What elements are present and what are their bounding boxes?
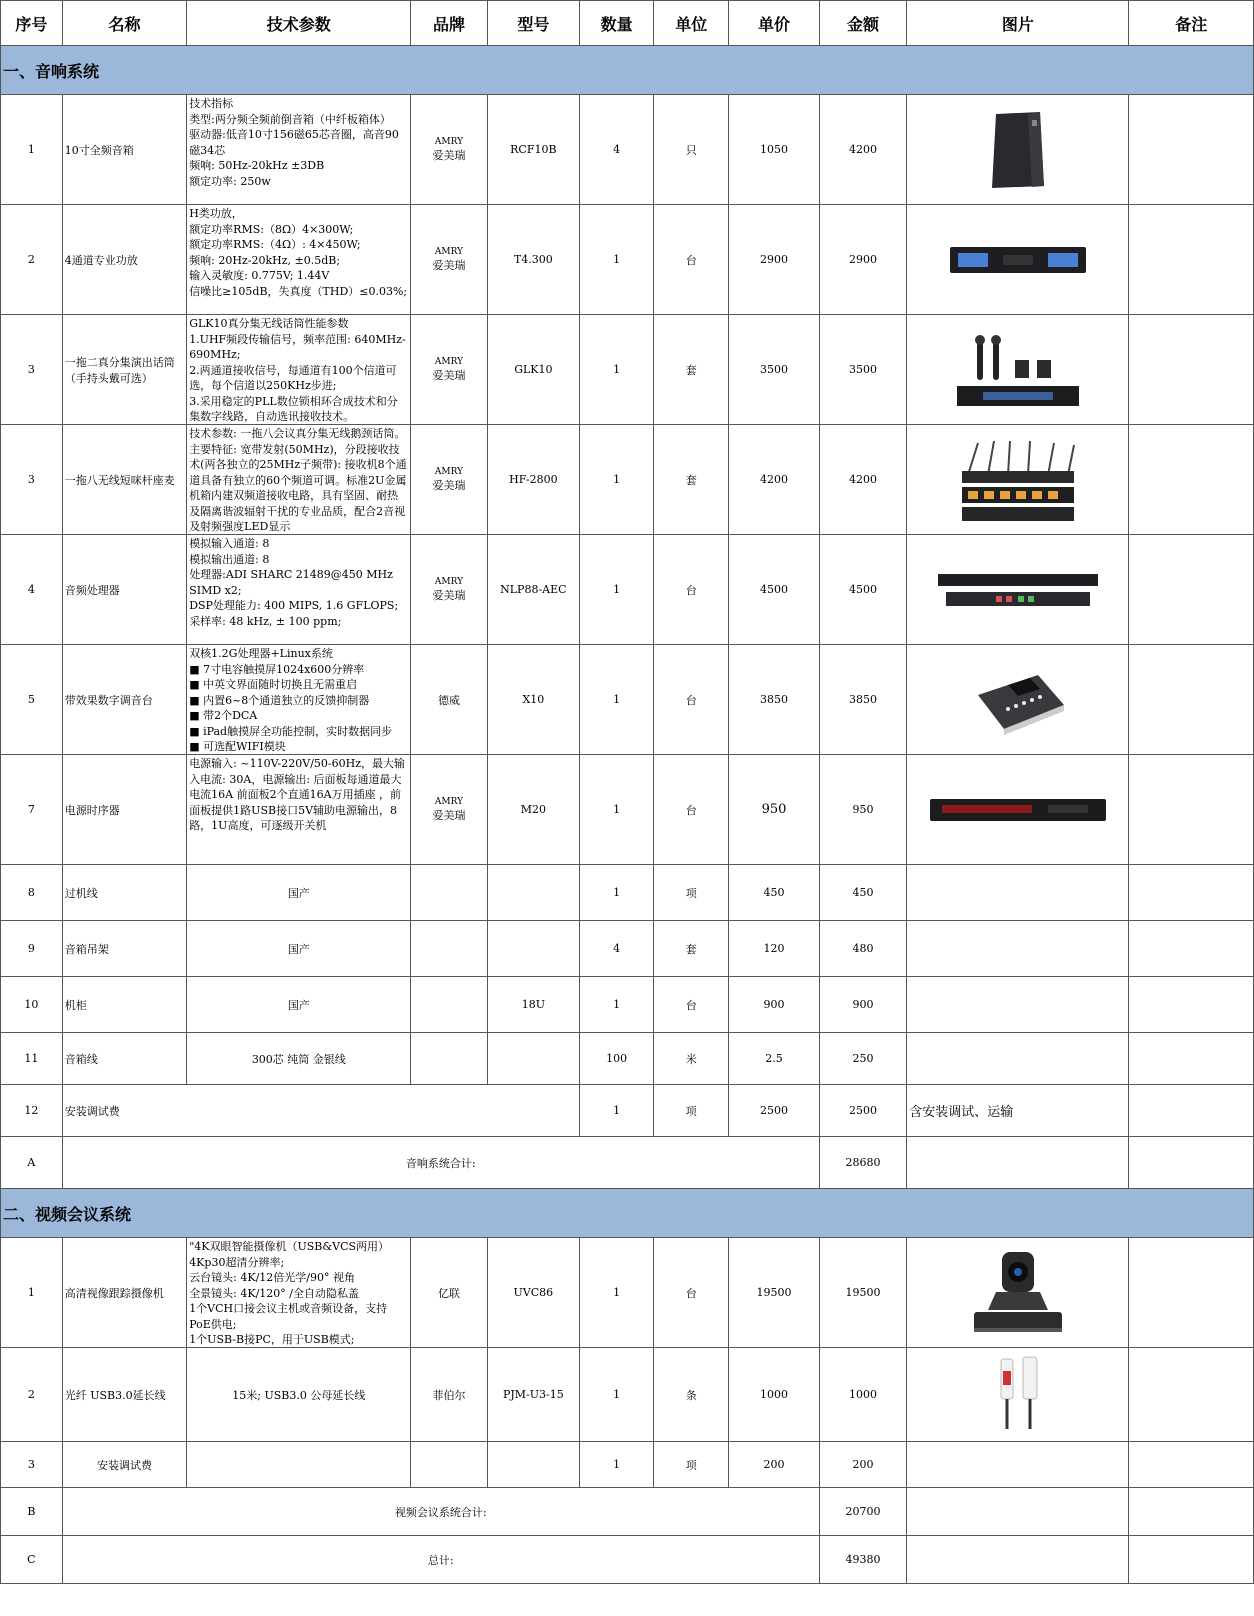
row-qty: 1	[580, 1348, 654, 1442]
header-brand: 品牌	[411, 1, 487, 46]
row-name: 一拖八无线短咪杆座麦	[62, 425, 186, 535]
row-qty: 1	[580, 1085, 654, 1137]
row-unit: 米	[654, 1033, 729, 1085]
subtotal-label: 视频会议系统合计:	[62, 1488, 819, 1536]
row-note	[1129, 1033, 1254, 1085]
row-amount: 3850	[819, 645, 906, 755]
row-price: 120	[729, 921, 820, 977]
row-name: 4通道专业功放	[62, 205, 186, 315]
row-amount: 480	[819, 921, 906, 977]
row-model: RCF10B	[487, 95, 580, 205]
row-amount: 450	[819, 865, 906, 921]
row-spec: 技术指标 类型:两分频全频前倒音箱（中纤板箱体） 驱动器:低音10寸156磁65芯音圈，高音90磁34芯 频响: 50Hz-20kHz ±3DB 额定功率: 250w	[189, 97, 399, 188]
header-price: 单价	[729, 1, 820, 46]
row-price: 4500	[729, 535, 820, 645]
camera-icon	[968, 1248, 1068, 1338]
header-amount: 金额	[819, 1, 906, 46]
row-note	[1129, 315, 1254, 425]
row-amount: 4200	[819, 95, 906, 205]
row-amount: 4200	[819, 425, 906, 535]
row-model: NLP88-AEC	[487, 535, 580, 645]
header-qty: 数量	[580, 1, 654, 46]
row-unit: 项	[654, 865, 729, 921]
row-qty: 1	[580, 1442, 654, 1488]
row-unit: 台	[654, 205, 729, 315]
row-qty: 1	[580, 535, 654, 645]
row-unit: 套	[654, 315, 729, 425]
row-amount: 250	[819, 1033, 906, 1085]
table-row	[1, 865, 1254, 921]
row-note	[1129, 95, 1254, 205]
row-unit: 套	[654, 921, 729, 977]
row-model: UVC86	[487, 1238, 580, 1348]
row-no: 5	[1, 645, 63, 755]
row-qty: 100	[580, 1033, 654, 1085]
row-spec: 电源输入: ~110V-220V/50-60Hz，最大输入电流: 30A，电源输出: 后面板每通道最大电流16A 前面板2个直通16A万用插座 ，前面板提供1路USB接口5V辅助电源输出，8路，1U高度，可逐级开关机	[189, 757, 405, 832]
row-note	[1129, 645, 1254, 755]
row-price: 2900	[729, 205, 820, 315]
brand-cn: 爱美瑞	[432, 808, 466, 822]
section-header-audio	[1, 46, 1254, 95]
row-qty: 1	[580, 1238, 654, 1348]
row-qty: 4	[580, 921, 654, 977]
row-model	[487, 1033, 580, 1085]
row-amount: 4500	[819, 535, 906, 645]
row-spec	[187, 1442, 411, 1488]
row-no: 3	[1, 1442, 63, 1488]
row-price: 1000	[729, 1348, 820, 1442]
row-spec: 国产	[187, 977, 411, 1033]
header-name: 名称	[62, 1, 186, 46]
table-row	[1, 315, 1254, 425]
row-model: 18U	[487, 977, 580, 1033]
row-unit: 套	[654, 425, 729, 535]
table-row	[1, 1033, 1254, 1085]
row-brand	[411, 1442, 487, 1488]
row-unit: 台	[654, 1238, 729, 1348]
table-row	[1, 977, 1254, 1033]
row-model	[487, 1442, 580, 1488]
row-price: 900	[729, 977, 820, 1033]
row-price: 3850	[729, 645, 820, 755]
row-qty: 1	[580, 865, 654, 921]
brand-cn: 爱美瑞	[432, 368, 466, 382]
row-note	[1129, 865, 1254, 921]
brand-en: AMRY	[434, 136, 464, 147]
row-brand	[411, 1033, 487, 1085]
table-row	[1, 1348, 1254, 1442]
row-no: 3	[1, 425, 63, 535]
row-name: 音箱线	[62, 1033, 186, 1085]
header-image: 图片	[907, 1, 1129, 46]
row-amount: 3500	[819, 315, 906, 425]
row-unit: 台	[654, 535, 729, 645]
row-unit: 项	[654, 1442, 729, 1488]
row-note	[1129, 205, 1254, 315]
row-note	[1129, 921, 1254, 977]
row-no: 1	[1, 1238, 63, 1348]
row-no: 11	[1, 1033, 63, 1085]
brand-en: AMRY	[434, 466, 464, 477]
row-spec: GLK10真分集无线话筒性能参数 1.UHF频段传输信号，频率范围: 640MHz-690MHz; 2.两通道接收信号，每通道有100个信道可选，每个信道以250KHz步进; 3.采用稳定的PLL数位锁相环合成技术和分集数字线路，自动选讯接收技术。	[189, 317, 406, 422]
subtotal-no: A	[1, 1137, 63, 1189]
row-model: PJM-U3-15	[487, 1348, 580, 1442]
row-name: 高清视像跟踪摄像机	[62, 1238, 186, 1348]
row-qty: 1	[580, 755, 654, 865]
row-note	[1129, 1442, 1254, 1488]
amplifier-icon	[948, 243, 1088, 277]
row-unit: 项	[654, 1085, 729, 1137]
total-amount: 49380	[819, 1536, 906, 1584]
brand-en: AMRY	[434, 246, 464, 257]
row-note	[1129, 1348, 1254, 1442]
section-title: 二、视频会议系统	[1, 1189, 1254, 1238]
row-no: 8	[1, 865, 63, 921]
row-spec: 双核1.2G处理器+Linux系统 ■ 7寸电容触摸屏1024x600分辨率 ■ 中英文界面随时切换且无需重启 ■ 内置6~8个通道独立的反馈抑制器 ■ 带2个DCA ■ iPad触摸屏全功能控制，实时数据同步 ■ 可选配WIFI模块	[189, 647, 393, 752]
row-no: 9	[1, 921, 63, 977]
row-image	[907, 1033, 1129, 1085]
speaker-icon	[988, 110, 1048, 190]
row-model: T4.300	[487, 205, 580, 315]
brand-cn: 德威	[438, 693, 460, 707]
row-brand	[411, 921, 487, 977]
header-unit: 单位	[654, 1, 729, 46]
row-amount: 950	[819, 755, 906, 865]
row-qty: 1	[580, 315, 654, 425]
row-unit: 台	[654, 977, 729, 1033]
row-name: 电源时序器	[62, 755, 186, 865]
row-price: 2500	[729, 1085, 820, 1137]
row-image	[907, 921, 1129, 977]
row-spec: 国产	[187, 865, 411, 921]
row-no: 2	[1, 1348, 63, 1442]
row-price: 3500	[729, 315, 820, 425]
row-price: 19500	[729, 1238, 820, 1348]
row-model: X10	[487, 645, 580, 755]
row-model	[487, 921, 580, 977]
row-model: HF-2800	[487, 425, 580, 535]
row-no: 7	[1, 755, 63, 865]
table-row	[1, 535, 1254, 645]
gooseneck-mic-icon	[958, 435, 1078, 525]
row-unit: 条	[654, 1348, 729, 1442]
row-qty: 1	[580, 425, 654, 535]
mixer-icon	[968, 665, 1068, 735]
row-name: 机柜	[62, 977, 186, 1033]
subtotal-amount: 28680	[819, 1137, 906, 1189]
table-row	[1, 1442, 1254, 1488]
table-row	[1, 1085, 1254, 1137]
table-row	[1, 645, 1254, 755]
row-spec: 技术参数: 一拖八会议真分集无线鹅颈话筒。主要特征: 宽带发射(50MHz)，分段接收技术(两各独立的25MHz子频带): 接收机8个通道具备有独立的60个频道可调。标准2U金属机箱内建双频道接收电路，具有坚固、耐热及隔离谐波辐射干扰的专业品质，配合2音视及射频强度LED显示	[189, 427, 407, 532]
row-note	[1129, 1085, 1254, 1137]
row-image-text: 含安装调试、运输	[907, 1085, 1129, 1137]
row-name: 10寸全频音箱	[62, 95, 186, 205]
row-amount: 2900	[819, 205, 906, 315]
row-amount: 1000	[819, 1348, 906, 1442]
subtotal-no: B	[1, 1488, 63, 1536]
row-name: 音频处理器	[62, 535, 186, 645]
row-unit: 台	[654, 755, 729, 865]
row-amount: 900	[819, 977, 906, 1033]
row-note	[1129, 425, 1254, 535]
row-image	[907, 977, 1129, 1033]
row-no: 3	[1, 315, 63, 425]
row-spec: H类功放， 额定功率RMS:（8Ω）4×300W; 额定功率RMS:（4Ω）: 4×450W; 频响: 20Hz-20kHz, ±0.5dB; 输入灵敏度: 0.775V; 1.44V 信噪比≥105dB，失真度（THD）≤0.03%;	[189, 207, 408, 298]
row-price: 950	[729, 755, 820, 865]
row-unit: 只	[654, 95, 729, 205]
brand-cn: 爱美瑞	[432, 258, 466, 272]
row-amount: 19500	[819, 1238, 906, 1348]
row-price: 1050	[729, 95, 820, 205]
row-name: 安装调试费	[62, 1085, 579, 1137]
row-spec: 模拟输入通道: 8 模拟输出通道: 8 处理器:ADI SHARC 21489@450 MHz SIMD x2; DSP处理能力: 400 MIPS, 1.6 GFLOPS; 采样率: 48 kHz, ± 100 ppm;	[189, 537, 399, 628]
row-brand	[411, 977, 487, 1033]
header-no: 序号	[1, 1, 63, 46]
row-name: 一拖二真分集演出话筒（手持头戴可选）	[62, 315, 186, 425]
row-qty: 4	[580, 95, 654, 205]
total-label: 总计:	[62, 1536, 819, 1584]
row-brand: 亿联	[411, 1238, 487, 1348]
subtotal-row	[1, 1488, 1254, 1536]
row-name: 光纤 USB3.0延长线	[62, 1348, 186, 1442]
row-no: 1	[1, 95, 63, 205]
table-row	[1, 921, 1254, 977]
row-no: 12	[1, 1085, 63, 1137]
subtotal-amount: 20700	[819, 1488, 906, 1536]
row-note	[1129, 755, 1254, 865]
header-spec: 技术参数	[187, 1, 411, 46]
table-row	[1, 95, 1254, 205]
row-qty: 1	[580, 977, 654, 1033]
row-note	[1129, 977, 1254, 1033]
row-model	[487, 865, 580, 921]
row-qty: 1	[580, 205, 654, 315]
row-price: 450	[729, 865, 820, 921]
row-unit: 台	[654, 645, 729, 755]
brand-cn: 爱美瑞	[432, 478, 466, 492]
row-spec: 国产	[187, 921, 411, 977]
usb-cable-icon	[993, 1355, 1043, 1435]
row-no: 4	[1, 535, 63, 645]
row-brand	[411, 865, 487, 921]
brand-en: AMRY	[434, 796, 464, 807]
brand-en: AMRY	[434, 356, 464, 367]
table-row	[1, 205, 1254, 315]
table-row	[1, 1238, 1254, 1348]
row-price: 4200	[729, 425, 820, 535]
section-title: 一、音响系统	[1, 46, 1254, 95]
row-spec: 300芯 纯筒 金银线	[187, 1033, 411, 1085]
header-row	[1, 1, 1254, 46]
processor-icon	[936, 570, 1100, 610]
row-model: GLK10	[487, 315, 580, 425]
brand-cn: 爱美瑞	[432, 588, 466, 602]
row-price: 2.5	[729, 1033, 820, 1085]
row-note	[1129, 1238, 1254, 1348]
row-image	[907, 865, 1129, 921]
row-spec: 15米; USB3.0 公母延长线	[187, 1348, 411, 1442]
row-name: 过机线	[62, 865, 186, 921]
row-image	[907, 1442, 1129, 1488]
row-qty: 1	[580, 645, 654, 755]
row-no: 10	[1, 977, 63, 1033]
header-model: 型号	[487, 1, 580, 46]
row-spec: "4K双眼智能摄像机（USB&VCS两用） 4Kp30超清分辨率; 云台镜头: 4K/12倍光学/90° 视角 全景镜头: 4K/120° /全自动隐私盖 1个VCH口接会议主机或音频设备，支持PoE供电; 1个USB-B接PC，用于USB模式;	[189, 1240, 390, 1345]
table-row	[1, 425, 1254, 535]
total-row	[1, 1536, 1254, 1584]
row-name: 安装调试费	[62, 1442, 186, 1488]
subtotal-label: 音响系统合计:	[62, 1137, 819, 1189]
row-price: 200	[729, 1442, 820, 1488]
row-no: 2	[1, 205, 63, 315]
row-name: 带效果数字调音台	[62, 645, 186, 755]
table-row	[1, 755, 1254, 865]
row-brand: 菲伯尔	[411, 1348, 487, 1442]
power-sequencer-icon	[928, 797, 1108, 823]
brand-cn: 爱美瑞	[432, 148, 466, 162]
row-model: M20	[487, 755, 580, 865]
row-amount: 200	[819, 1442, 906, 1488]
row-name: 音箱吊架	[62, 921, 186, 977]
section-header-video	[1, 1189, 1254, 1238]
total-no: C	[1, 1536, 63, 1584]
header-note: 备注	[1129, 1, 1254, 46]
row-amount: 2500	[819, 1085, 906, 1137]
subtotal-row	[1, 1137, 1254, 1189]
row-note	[1129, 535, 1254, 645]
wireless-mic-icon	[953, 330, 1083, 410]
brand-en: AMRY	[434, 576, 464, 587]
